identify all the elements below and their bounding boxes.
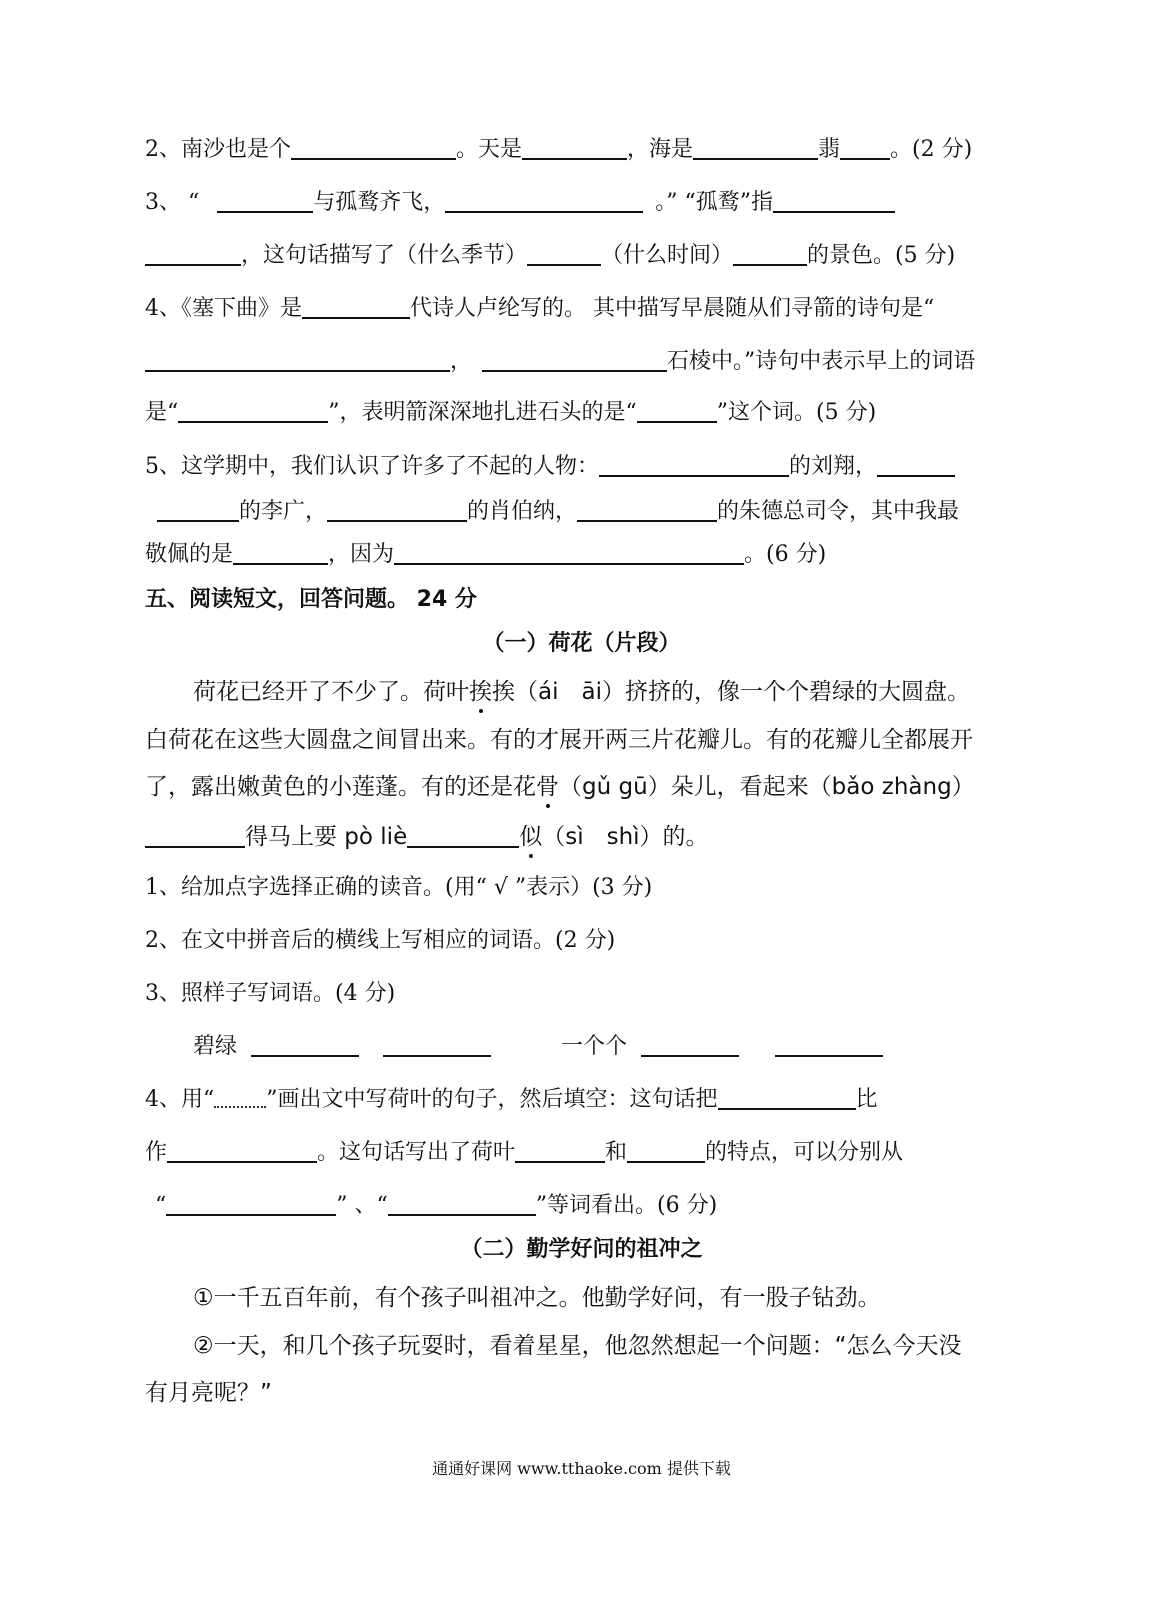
text: 和	[605, 1140, 628, 1165]
text: 的特点，可以分别从	[705, 1140, 904, 1165]
question-line	[145, 540, 1018, 570]
question-line: 2、在文中拼音后的横线上写相应的词语。(2 分)	[145, 928, 616, 953]
text: ”，表明箭深深地扎进石头的是“	[328, 400, 637, 425]
answer-blank[interactable]	[693, 136, 818, 160]
text: 得马上要 pò liè	[245, 824, 408, 850]
answer-blank[interactable]	[733, 242, 807, 266]
passage-title: （二）勤学好问的祖冲之	[460, 1237, 703, 1262]
answer-blank[interactable]	[627, 1139, 705, 1163]
text: 与孤鹜齐飞，	[313, 190, 446, 215]
text: 碧绿	[193, 1034, 238, 1059]
text: 比	[855, 1087, 878, 1112]
answer-blank[interactable]	[145, 242, 241, 266]
answer-blank[interactable]	[840, 136, 890, 160]
answer-blank[interactable]	[157, 498, 239, 522]
text: ” 、“	[336, 1193, 388, 1218]
wavy-underline-sample	[214, 1086, 266, 1108]
answer-blank[interactable]	[394, 541, 744, 565]
answer-blank[interactable]	[637, 399, 717, 423]
dotted-char: 挨	[469, 679, 492, 705]
text: 翡	[818, 137, 841, 162]
text: 。(6 分)	[744, 542, 827, 567]
answer-blank[interactable]	[773, 189, 895, 213]
answer-blank[interactable]	[527, 242, 601, 266]
text: ”这个词。(5 分)	[716, 400, 877, 425]
passage-line	[145, 822, 1018, 852]
answer-blank[interactable]	[167, 1139, 317, 1163]
text: 2、南沙也是个	[145, 137, 291, 162]
text: 的景色。(5 分)	[807, 243, 956, 268]
question-line	[145, 135, 1018, 165]
text: 。天是	[456, 137, 523, 162]
question-line	[145, 452, 1018, 482]
passage-line: 有月亮呢？”	[145, 1380, 272, 1406]
text: 4、《塞下曲》是	[145, 296, 302, 321]
question-line	[145, 1191, 1018, 1221]
question-line	[145, 398, 1018, 428]
text: 荷花已经开了不少了。荷叶	[193, 679, 469, 705]
question-line: 1、给加点字选择正确的读音。(用“ √ ”表示）(3 分)	[145, 875, 653, 900]
answer-blank[interactable]	[383, 1033, 491, 1057]
example-line	[193, 1032, 1018, 1062]
text: （什么时间）	[601, 243, 734, 268]
answer-blank[interactable]	[388, 1192, 536, 1216]
answer-blank[interactable]	[577, 498, 717, 522]
answer-blank[interactable]	[445, 189, 643, 213]
question-line	[145, 347, 1018, 377]
question-line	[145, 1138, 1018, 1168]
text: 。(2 分)	[890, 137, 973, 162]
text: 挨（ái āi）挤挤的，像一个个碧绿的大圆盘。	[492, 679, 970, 705]
text: 了，露出嫩黄色的小莲蓬。有的还是花	[145, 774, 536, 800]
answer-blank[interactable]	[599, 453, 789, 477]
text: 的朱德总司令，其中我最	[717, 499, 960, 524]
answer-blank[interactable]	[145, 348, 450, 372]
answer-blank[interactable]	[217, 189, 313, 213]
answer-blank[interactable]	[482, 348, 667, 372]
answer-blank[interactable]	[166, 1192, 336, 1216]
section-heading: 五、阅读短文，回答问题。 24 分	[145, 587, 477, 612]
answer-blank[interactable]	[302, 295, 410, 319]
text: 代诗人卢纶写的。 其中描写早晨随从们寻箭的诗句是“	[410, 296, 935, 321]
page-footer: 通通好课网 www.tthaoke.com 提供下载	[432, 1459, 731, 1478]
answer-blank[interactable]	[718, 1086, 856, 1110]
passage-line	[145, 772, 1018, 802]
passage-line: ②一天，和几个孩子玩耍时，看着星星，他忽然想起一个问题：“怎么今天没	[193, 1333, 962, 1359]
text: 敬佩的是	[145, 542, 234, 567]
text: 石棱中。”诗句中表示早上的词语	[667, 349, 976, 374]
text: ，海是	[627, 137, 694, 162]
question-line	[145, 1085, 1018, 1115]
text: 的刘翔，	[789, 454, 878, 479]
text: 5、这学期中，我们认识了许多了不起的人物：	[145, 454, 599, 479]
text: 。这句话写出了荷叶	[317, 1140, 516, 1165]
answer-blank[interactable]	[522, 136, 627, 160]
passage-line: 白荷花在这些大圆盘之间冒出来。有的才展开两三片花瓣儿。有的花瓣儿全都展开	[145, 727, 973, 753]
passage-title: （一）荷花（片段）	[482, 631, 681, 656]
text: 的肖伯纳，	[467, 499, 578, 524]
dotted-char: 似	[519, 824, 543, 850]
text: ，这句话描写了（什么季节）	[241, 243, 528, 268]
text: ”等词看出。(6 分)	[535, 1193, 718, 1218]
passage-line: ①一千五百年前，有个孩子叫祖冲之。他勤学好问，有一股子钻劲。	[193, 1285, 881, 1311]
answer-blank[interactable]	[515, 1139, 605, 1163]
answer-blank[interactable]	[233, 541, 328, 565]
answer-blank[interactable]	[775, 1033, 883, 1057]
question-line	[145, 294, 1018, 324]
answer-blank[interactable]	[407, 824, 519, 848]
text: 一个个	[561, 1034, 628, 1059]
text: 3、 “	[145, 190, 200, 215]
text: ，	[450, 349, 473, 374]
text: 4、用“	[145, 1087, 215, 1112]
text: 是“	[145, 400, 179, 425]
text: （sì shì）的。	[542, 824, 709, 850]
question-line	[145, 188, 1018, 218]
question-line	[145, 497, 1018, 527]
answer-blank[interactable]	[327, 498, 467, 522]
text: “	[155, 1193, 167, 1218]
text: 。” “孤鹜”指	[655, 190, 774, 215]
answer-blank[interactable]	[877, 453, 955, 477]
answer-blank[interactable]	[251, 1033, 359, 1057]
answer-blank[interactable]	[641, 1033, 739, 1057]
answer-blank[interactable]	[145, 824, 245, 848]
question-line: 3、照样子写词语。(4 分)	[145, 981, 396, 1006]
answer-blank[interactable]	[291, 136, 456, 160]
text: 的李广，	[239, 499, 328, 524]
passage-line	[193, 677, 1018, 707]
text: 作	[145, 1140, 168, 1165]
text: ”画出文中写荷叶的句子，然后填空：这句话把	[266, 1087, 718, 1112]
question-line	[145, 241, 1018, 271]
text: ，因为	[328, 542, 395, 567]
text: （gǔ gū）朵儿，看起来（bǎo zhàng）	[559, 774, 975, 800]
answer-blank[interactable]	[178, 399, 328, 423]
dotted-char: 骨	[536, 774, 559, 800]
